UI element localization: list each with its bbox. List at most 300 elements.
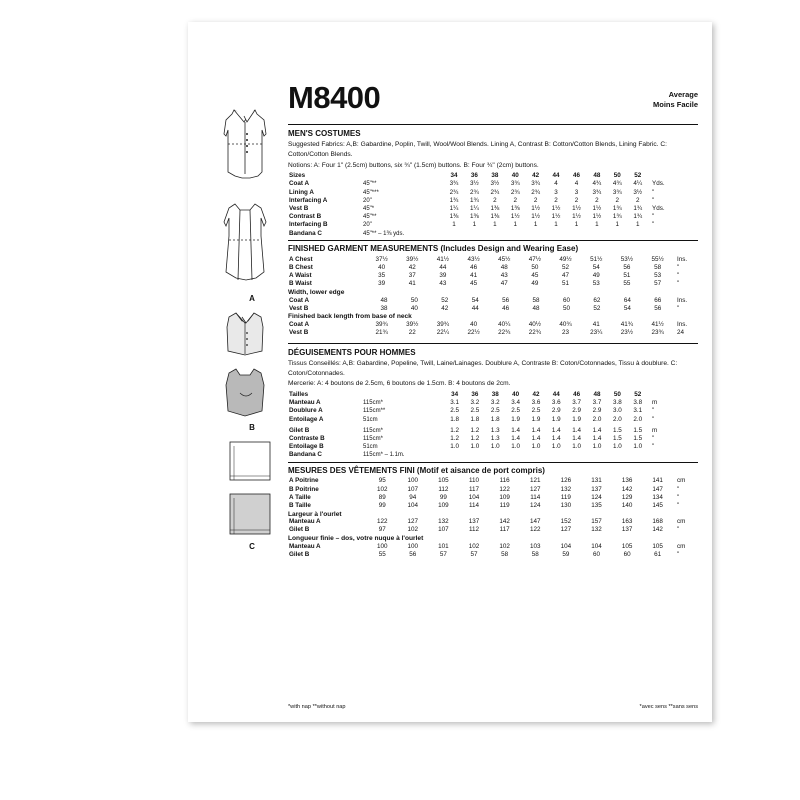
row-value: 57: [654, 280, 662, 288]
row-unit: Ins.: [677, 296, 688, 304]
table-row: [288, 493, 698, 501]
row-value: 127: [529, 485, 541, 493]
row-value: 23¾: [651, 329, 664, 337]
row-value: 1⅜: [510, 205, 520, 213]
row-value: 134: [652, 493, 663, 501]
table-row: [288, 296, 698, 304]
row-value: 145: [652, 502, 663, 509]
row-value: 58: [532, 296, 540, 304]
pattern-number: M8400: [288, 80, 381, 115]
row-value: 136: [621, 477, 633, 485]
row-value: 132: [438, 518, 449, 526]
row-width: 45"**: [363, 181, 377, 188]
divider-finished-fr: [288, 462, 698, 463]
row-value: 109: [499, 493, 510, 501]
row-value: 1.2: [470, 434, 480, 442]
row-label: A Poitrine: [289, 477, 319, 485]
row-value: 55: [378, 550, 386, 558]
row-value: 3½: [633, 188, 643, 196]
row-value: 100: [407, 477, 419, 485]
row-value: 4¾: [612, 180, 622, 188]
row-value: 2.0: [612, 415, 622, 423]
row-value: 44: [471, 304, 479, 312]
row-unit: Yds.: [652, 180, 665, 188]
divider-top: [288, 124, 698, 125]
row-value: 135: [591, 502, 602, 509]
row-width: 115cm*: [363, 435, 383, 442]
row-value: 41½: [436, 255, 450, 263]
row-value: 1.0: [511, 443, 520, 451]
row-value: 46: [470, 263, 478, 271]
difficulty-en: Average: [668, 90, 698, 99]
row-value: 1.4: [531, 426, 541, 434]
row-label: Interfacing A: [289, 196, 328, 204]
row-value: 57: [439, 550, 447, 558]
english-fabrics: Suggested Fabrics: A,B: Gabardine, Poplin, Twill, Wool/Wool Blends. Lining A, Contrast B: Cotton/Cotton Blends, Lining Fabric. C: Cotton/Cotton Blends.: [288, 141, 667, 158]
row-width: 45"** – 1⅜ yds.: [363, 230, 405, 237]
table-row: [288, 415, 698, 423]
row-label: Gilet B: [289, 526, 310, 534]
row-value: 1: [533, 221, 538, 229]
row-value: 1: [595, 221, 599, 229]
row-value: 3¾: [531, 180, 541, 188]
pattern-envelope-back: [188, 22, 712, 722]
table-row: [288, 550, 698, 558]
row-value: 22¼: [436, 329, 450, 337]
row-value: 1.5: [612, 426, 622, 434]
row-value: 60: [623, 550, 631, 558]
difficulty-block: [653, 90, 698, 110]
english-finished-heading: FINISHED GARMENT MEASUREMENTS (Includes Design and Wearing Ease): [288, 244, 579, 254]
row-unit: ": [677, 304, 680, 312]
french-heading: DÉGUISEMENTS POUR HOMMES: [288, 347, 416, 357]
row-value: 137: [468, 518, 480, 526]
row-value: 1: [574, 221, 579, 229]
table-row: [288, 442, 698, 450]
french-yardage-table: [288, 390, 698, 459]
row-value: 47½: [528, 255, 542, 263]
row-value: 1¾: [612, 213, 622, 221]
french-fabrics: Tissus Conseillés: A,B: Gabardine, Popeline, Twill, Laine/Lainages. Doublure A, Contraste B: Coton/Cotonnades, Tissu à doublure. C: Coton/Cotonnades.: [288, 359, 678, 377]
row-value: 48: [500, 263, 508, 271]
table-row: [288, 477, 698, 485]
row-value: 1⅜: [449, 213, 459, 221]
row-value: 1.4: [592, 434, 602, 442]
row-value: 124: [591, 493, 602, 501]
row-value: 1½: [572, 205, 581, 213]
row-value: 66: [654, 296, 662, 304]
row-unit: ": [677, 502, 680, 509]
row-width: 20": [363, 197, 372, 204]
row-value: 3¾: [612, 188, 622, 196]
row-value: 55½: [651, 255, 664, 263]
row-width: 45"**: [363, 214, 377, 221]
tailles-label: Tailles: [289, 390, 309, 398]
row-value: 54: [471, 296, 479, 304]
row-value: 99: [378, 502, 386, 509]
table-row-sizes: Sizes 34 36 38 40 42 44 46 48 50 52: [289, 172, 642, 180]
difficulty-fr: Moins Facile: [652, 100, 698, 110]
row-value: 1.0: [572, 443, 582, 451]
row-value: 105: [652, 542, 663, 550]
row-value: 51: [623, 272, 631, 280]
row-value: 1¾: [470, 196, 479, 204]
row-value: 48: [380, 296, 388, 304]
row-value: 2¾: [470, 188, 479, 196]
row-value: 1.5: [612, 434, 622, 442]
table-row: [288, 399, 698, 407]
row-unit: ": [677, 485, 680, 493]
row-value: 56: [409, 550, 417, 558]
row-value: 122: [499, 485, 510, 493]
row-value: 3¾: [510, 180, 520, 188]
row-value: 117: [469, 485, 480, 493]
row-value: 39¾: [436, 320, 450, 328]
row-value: 1: [635, 221, 640, 229]
row-value: 3.6: [551, 399, 561, 407]
row-value: 132: [560, 485, 572, 493]
row-value: 131: [591, 477, 602, 485]
row-value: 1.4: [551, 434, 561, 442]
divider-french: [288, 343, 698, 344]
footnotes: [288, 704, 698, 710]
row-value: 22¾: [498, 329, 511, 337]
row-value: 56: [502, 296, 510, 304]
row-value: 1.0: [633, 443, 643, 451]
row-value: 1.8: [470, 415, 480, 423]
english-notions: Notions: A: Four 1" (2.5cm) buttons, six ¾" (1.5cm) buttons. B: Four ¾" (2cm) buttons.: [288, 161, 539, 169]
row-unit: m: [652, 426, 658, 434]
french-finished-table: [288, 477, 698, 510]
row-value: 104: [468, 493, 480, 501]
row-value: 1.0: [531, 443, 541, 451]
row-unit: ": [677, 526, 680, 534]
row-value: 2: [493, 196, 497, 204]
row-value: 97: [378, 526, 386, 534]
row-value: 1.0: [551, 443, 561, 451]
row-value: 39: [439, 272, 447, 280]
row-value: 140: [621, 502, 633, 509]
row-value: 37: [408, 272, 416, 280]
row-label: Vest B: [289, 205, 309, 213]
row-value: 1.0: [490, 443, 500, 451]
row-value: 163: [621, 518, 633, 526]
row-value: 1.8: [490, 415, 500, 423]
table-row: [288, 542, 698, 550]
row-value: 2: [554, 196, 558, 204]
row-value: 1.4: [531, 434, 541, 442]
row-unit: cm: [677, 542, 686, 550]
row-value: 100: [407, 542, 419, 550]
row-label: Manteau A: [289, 542, 321, 550]
view-b-illustration-front: [202, 307, 302, 359]
row-value: 168: [652, 518, 663, 526]
row-value: 42: [408, 263, 416, 271]
row-value: 142: [621, 485, 633, 493]
row-value: 2¾: [449, 188, 459, 196]
row-width: 115cm**: [363, 408, 386, 415]
row-unit: ": [652, 213, 655, 221]
row-unit: Yds.: [652, 205, 665, 213]
row-value: 60: [592, 550, 600, 558]
row-value: 129: [621, 493, 633, 501]
row-label: Coat A: [289, 320, 310, 328]
row-value: 58: [501, 550, 509, 558]
row-value: 132: [591, 526, 602, 534]
row-value: 103: [529, 542, 541, 550]
footnote-right: *avec sens **sans sens: [639, 704, 698, 710]
table-row: [288, 485, 698, 493]
row-value: 2¾: [490, 188, 500, 196]
row-value: 53: [654, 272, 662, 280]
row-unit: ": [652, 434, 655, 442]
row-value: 2: [574, 196, 579, 204]
row-value: 1⅜: [490, 205, 500, 213]
row-unit: cm: [677, 518, 686, 526]
row-value: 41¾: [620, 320, 633, 328]
illustration-column: [202, 100, 302, 555]
row-value: 3.0: [612, 407, 622, 415]
row-label: Doublure A: [289, 407, 323, 415]
row-value: 1¾: [612, 205, 622, 213]
row-value: 3.1: [633, 407, 643, 415]
row-label: B Taille: [289, 502, 311, 509]
row-value: 1.4: [572, 434, 582, 442]
row-value: 52: [562, 263, 570, 271]
row-label: A Chest: [289, 255, 313, 263]
row-value: 1.9: [551, 415, 561, 423]
row-value: 50: [531, 263, 539, 271]
table-row: [288, 434, 698, 442]
row-value: 112: [438, 485, 449, 493]
row-value: 142: [499, 518, 510, 526]
row-value: 147: [652, 485, 663, 493]
row-value: 107: [407, 485, 419, 493]
row-value: 2.0: [592, 415, 602, 423]
row-value: 1: [493, 221, 497, 229]
row-label: Coat A: [289, 180, 310, 188]
row-label: B Waist: [289, 280, 312, 288]
row-value: 35: [378, 272, 386, 280]
row-unit: ": [677, 263, 680, 271]
table-row: [288, 196, 698, 204]
row-value: 1½: [592, 205, 602, 213]
row-value: 1¾: [633, 205, 643, 213]
table-row: [288, 518, 698, 526]
table-row: [288, 407, 698, 415]
row-label: Coat A: [289, 296, 310, 304]
row-width: 115cm* – 1.1m.: [363, 452, 405, 459]
row-width: 51cm: [363, 444, 378, 451]
table-row: [288, 426, 698, 434]
row-width: 45"***: [363, 189, 379, 196]
row-unit: ": [652, 196, 655, 204]
row-unit: [673, 229, 698, 237]
row-value: 21¾: [375, 329, 388, 337]
row-unit: ": [677, 280, 680, 288]
row-value: 101: [438, 542, 449, 550]
row-value: 39¾: [375, 320, 388, 328]
row-value: 43½: [467, 255, 480, 263]
row-value: 117: [499, 526, 510, 534]
row-value: 2.0: [633, 415, 643, 423]
table-row: [288, 229, 698, 237]
view-label-c: C: [249, 542, 255, 551]
row-value: 2.5: [531, 407, 541, 415]
row-value: 1¼: [449, 205, 459, 213]
row-value: 99: [439, 493, 447, 501]
table-row: [288, 272, 698, 280]
row-value: 56: [654, 304, 662, 312]
row-value: 1¾: [633, 213, 643, 221]
row-value: 2: [615, 196, 620, 204]
row-value: 41: [408, 280, 416, 288]
row-value: 23: [562, 329, 570, 337]
row-value: 2.5: [470, 407, 480, 415]
view-label-a: A: [249, 294, 255, 303]
row-width: 115cm*: [363, 427, 383, 434]
row-label: Vest B: [289, 304, 309, 312]
table-row: [288, 221, 698, 229]
row-value: 41: [470, 272, 478, 280]
row-value: 1.9: [511, 415, 520, 423]
row-value: 50: [410, 296, 418, 304]
row-value: 47: [562, 272, 570, 280]
row-value: 22½: [467, 329, 480, 337]
row-unit: Ins.: [677, 255, 688, 263]
row-value: 3: [554, 188, 558, 196]
row-value: 137: [591, 485, 602, 493]
row-value: 37½: [375, 255, 388, 263]
row-value: 116: [499, 477, 510, 485]
row-value: 1⅜: [470, 213, 479, 221]
row-label: Contraste B: [289, 434, 325, 442]
row-value: 42: [441, 304, 449, 312]
row-value: 1.4: [551, 426, 561, 434]
row-value: 54: [592, 263, 600, 271]
row-value: 52: [593, 304, 601, 312]
row-value: 39½: [406, 320, 419, 328]
table-row: [288, 526, 698, 534]
row-unit: ": [652, 443, 655, 451]
row-value: 3.4: [511, 399, 520, 407]
table-row: [288, 328, 698, 336]
row-value: 1½: [551, 205, 561, 213]
french-back-heading: Longueur finie – dos, votre nuque à l'ourlet: [288, 534, 424, 542]
row-value: 2.9: [572, 407, 582, 415]
row-value: 58: [531, 550, 539, 558]
row-value: 3.7: [592, 399, 602, 407]
row-label: Entoilage A: [289, 415, 324, 423]
row-value: 3.2: [470, 399, 480, 407]
row-value: 152: [560, 518, 572, 526]
row-unit: ": [652, 188, 655, 196]
sizes-label: Sizes: [289, 172, 306, 180]
row-unit: 24: [677, 329, 685, 337]
row-value: 119: [499, 502, 510, 509]
row-value: 1.0: [450, 443, 459, 451]
row-value: 124: [529, 502, 541, 509]
row-width: 51cm: [363, 416, 378, 423]
row-value: 40: [470, 320, 478, 328]
row-value: 89: [378, 493, 386, 501]
row-value: 43: [439, 280, 447, 288]
row-value: 107: [438, 526, 449, 534]
row-value: 1: [615, 221, 620, 229]
row-value: 53: [592, 280, 600, 288]
row-value: 22¾: [528, 329, 542, 337]
row-label: Manteau A: [289, 399, 321, 407]
row-value: 105: [438, 477, 449, 485]
row-value: 122: [529, 526, 541, 534]
row-value: 2.9: [551, 407, 561, 415]
row-value: 49: [592, 272, 600, 280]
row-value: 3¾: [449, 180, 459, 188]
row-value: 51: [562, 280, 570, 288]
row-label: B Poitrine: [289, 485, 319, 493]
row-unit: ": [652, 221, 655, 229]
row-unit: ": [652, 407, 655, 415]
row-unit: ": [677, 550, 680, 558]
row-width: 115cm*: [363, 400, 383, 407]
row-value: 64: [623, 296, 631, 304]
row-value: 1.3: [490, 434, 500, 442]
row-value: 147: [529, 518, 541, 526]
table-row: [288, 188, 698, 196]
row-value: 3¾: [592, 188, 602, 196]
row-value: 2: [533, 196, 538, 204]
row-value: 40: [410, 304, 418, 312]
row-value: 45: [531, 272, 539, 280]
row-value: 50: [562, 304, 570, 312]
row-value: 100: [376, 542, 388, 550]
row-value: 53½: [620, 255, 633, 263]
row-value: 3½: [470, 180, 479, 188]
row-value: 104: [560, 542, 572, 550]
row-value: 2.5: [511, 407, 520, 415]
row-value: 3.2: [490, 399, 500, 407]
row-value: 1½: [551, 213, 561, 221]
row-value: 49: [531, 280, 539, 288]
row-value: 40¼: [498, 320, 511, 328]
row-value: 1: [513, 221, 517, 229]
table-row-tailles: Tailles 34 36 38 40 42 44 46 48 50 52: [289, 390, 642, 398]
row-value: 1¾: [449, 196, 459, 204]
row-value: 1.2: [450, 434, 459, 442]
row-value: 39½: [406, 255, 419, 263]
row-value: 142: [652, 526, 663, 534]
row-value: 52: [441, 296, 449, 304]
row-value: 127: [407, 518, 419, 526]
footnote-left: *with nap **without nap: [288, 704, 346, 710]
row-value: 1½: [531, 213, 541, 221]
english-back-table: [288, 320, 698, 336]
row-value: 1.5: [633, 426, 643, 434]
row-value: 110: [469, 477, 480, 485]
row-value: 48: [532, 304, 540, 312]
row-unit: ": [677, 493, 680, 501]
row-value: 23¼: [590, 329, 603, 337]
row-value: 1.9: [572, 415, 582, 423]
row-value: 47: [500, 280, 508, 288]
row-value: 1: [472, 221, 477, 229]
view-c-illustration-2: [202, 488, 302, 551]
row-value: 22: [408, 329, 416, 337]
row-value: 122: [376, 518, 388, 526]
row-value: 56: [623, 263, 631, 271]
row-label: Gilet B: [289, 426, 310, 434]
row-value: 1½: [510, 213, 520, 221]
